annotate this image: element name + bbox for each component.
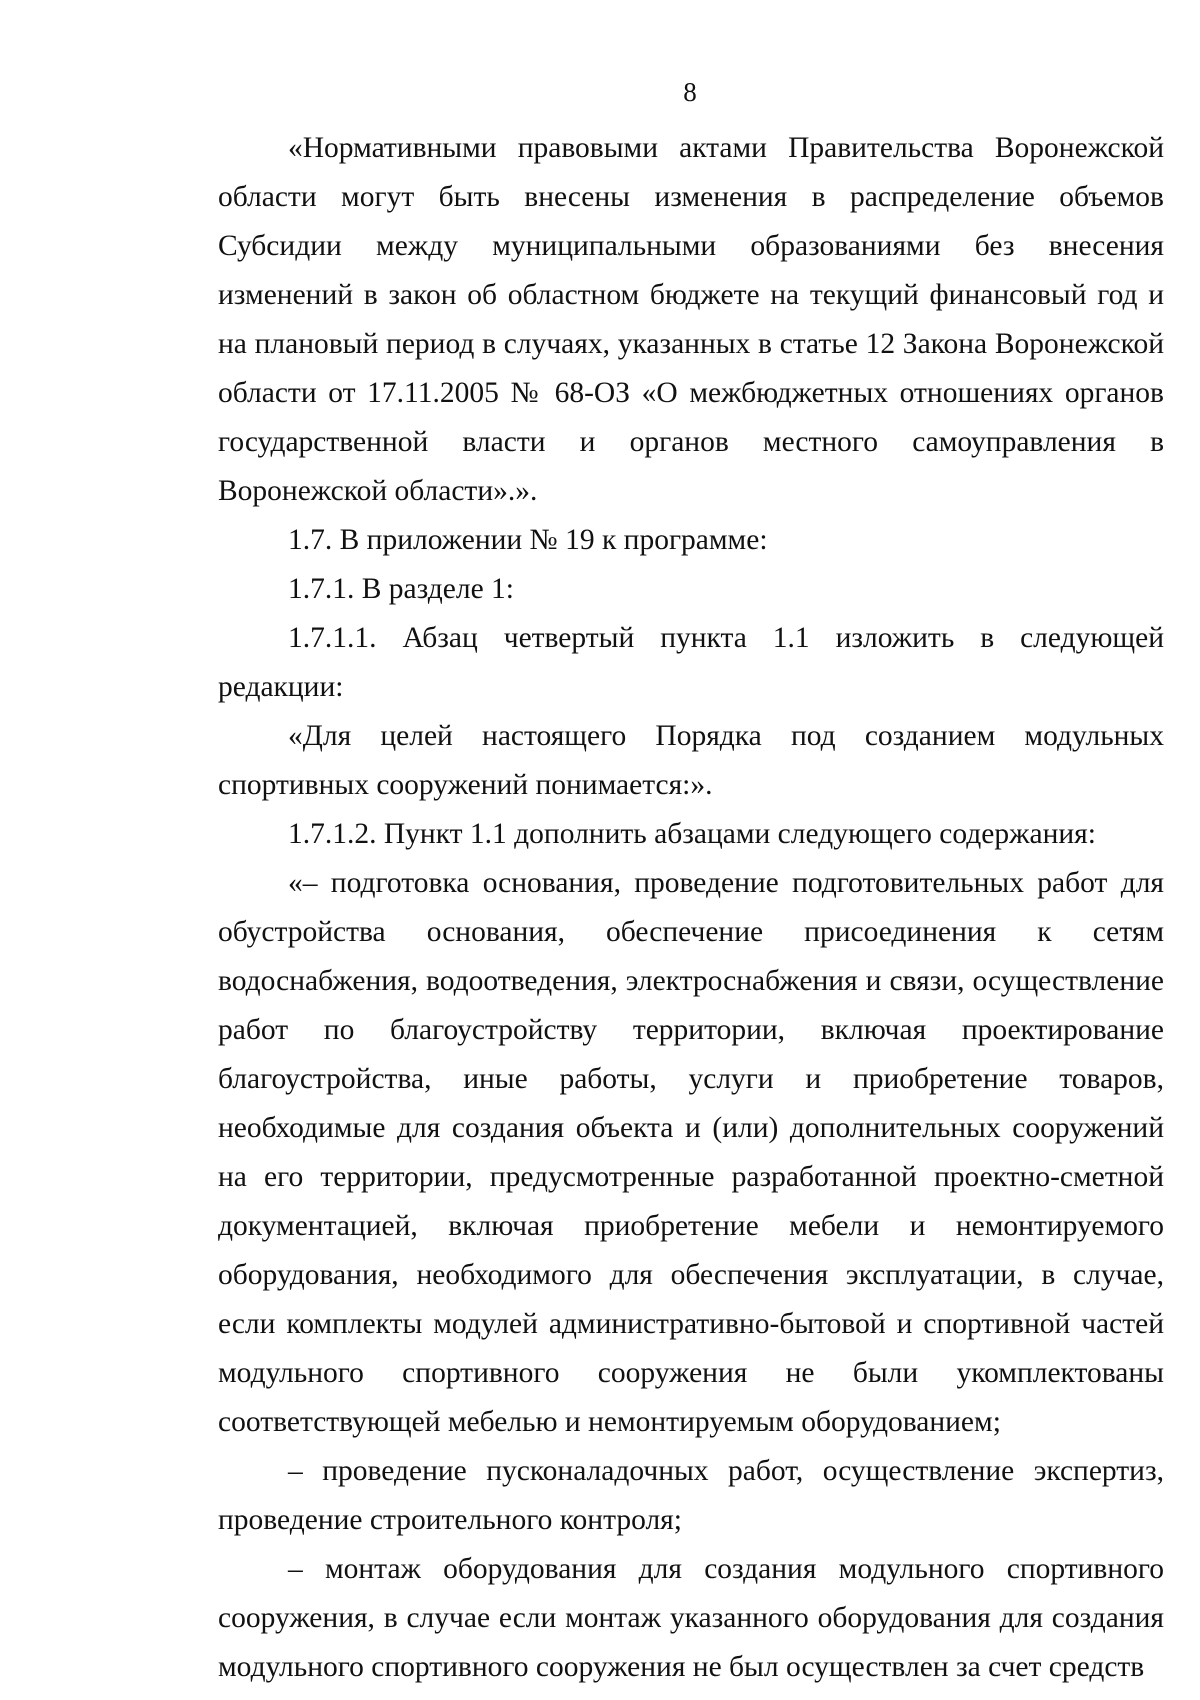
- paragraph-bullet-commissioning: – проведение пусконаладочных работ, осуществление экспертиз, проведение строительного контроля;: [218, 1455, 1164, 1536]
- paragraph-item-1-7-1: 1.7.1. В разделе 1:: [288, 573, 515, 605]
- document-body: [218, 124, 1164, 1692]
- paragraph-bullet-installation: – монтаж оборудования для создания модульного спортивного сооружения, в случае если монтаж указанного оборудования для создания модульного спортивного сооружения не был осуществлен за счет средств: [218, 1553, 1164, 1683]
- paragraph-item-1-7: 1.7. В приложении № 19 к программе:: [288, 524, 768, 556]
- paragraph-modular-definition: «Для целей настоящего Порядка под созданием модульных спортивных сооружений понимается:».: [218, 720, 1164, 801]
- paragraph-bullet-foundation: «– подготовка основания, проведение подготовительных работ для обустройства основания, обеспечение присоединения к сетям водоснабжения, водоотведения, электроснабжения и связи, осуществление работ по благоустройству территории, включая проектирование благоустройства, иные работы, услуги и приобретение товаров, необходимые для создания объекта и (или) дополнительных сооружений на его территории, предусмотренные разработанной проектно-сметной документацией, включая приобретение мебели и немонтируемого оборудования, необходимого для обеспечения эксплуатации, в случае, если комплекты модулей административно-бытовой и спортивной частей модульного спортивного сооружения не были укомплектованы соответствующей мебелью и немонтируемым оборудованием;: [218, 867, 1164, 1438]
- paragraph-item-1-7-1-2: 1.7.1.2. Пункт 1.1 дополнить абзацами следующего содержания:: [288, 818, 1096, 850]
- page-number: 8: [683, 77, 697, 107]
- paragraph-subsidy-redistribution: «Нормативными правовыми актами Правительства Воронежской области могут быть внесены изменения в распределение объемов Субсидии между муниципальными образованиями без внесения изменений в закон об областном бюджете на текущий финансовый год и на плановый период в случаях, указанных в статье 12 Закона Воронежской области от 17.11.2005 № 68-ОЗ «О межбюджетных отношениях органов государственной власти и органов местного самоуправления в Воронежской области».».: [218, 132, 1164, 507]
- paragraph-item-1-7-1-1: 1.7.1.1. Абзац четвертый пункта 1.1 изложить в следующей редакции:: [218, 622, 1164, 703]
